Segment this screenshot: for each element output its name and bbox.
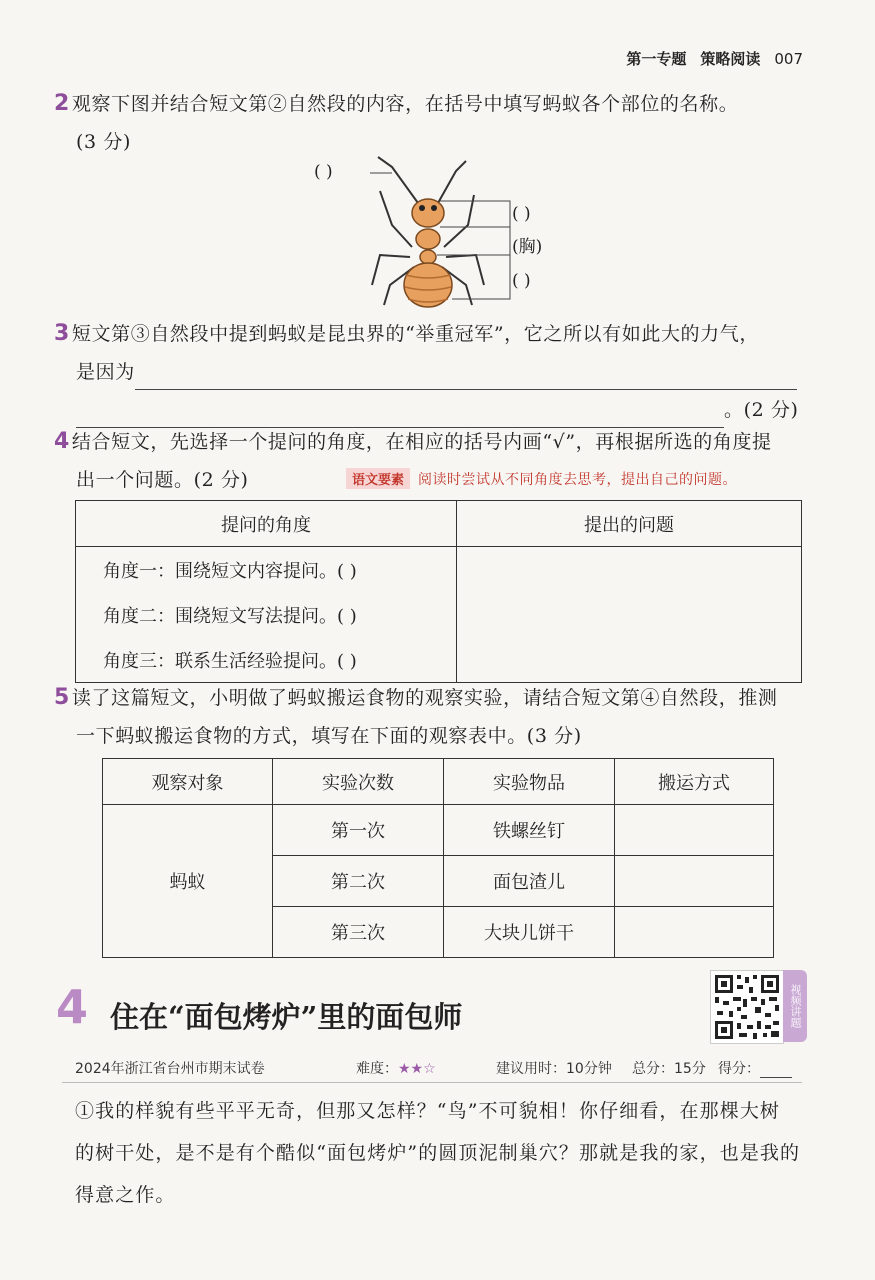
q5-count-cell: 第一次: [273, 805, 444, 856]
label-top-left: ( ): [314, 162, 333, 182]
q2-text: 观察下图并结合短文第②自然段的内容，在括号中填写蚂蚁各个部位的名称。: [71, 93, 739, 115]
q4-line2: 出一个问题。(2 分): [76, 469, 249, 491]
exam-info-bar: [75, 1058, 265, 1078]
q4-table-header: 提问的角度: [76, 501, 457, 547]
q5-prompt: [54, 680, 778, 716]
passage-paragraph-1: [75, 1090, 800, 1216]
star-filled-icon: ★★: [398, 1061, 424, 1077]
q4-table-header: 提出的问题: [457, 501, 802, 547]
q5-count-cell: 第二次: [273, 856, 444, 907]
ant-antenna-left: [378, 157, 418, 203]
score-label: 得分：: [718, 1061, 760, 1077]
q5-subject-cell: 蚂蚁: [103, 805, 273, 958]
q5-table-header: 实验次数: [273, 759, 444, 805]
q2-number: 2: [54, 91, 70, 116]
q3-line2-prefix: 是因为: [76, 361, 135, 383]
suggested-time: 建议用时：10分钟: [496, 1061, 612, 1077]
q3-prompt: [54, 316, 759, 352]
q5-line2: 一下蚂蚁搬运食物的方式，填写在下面的观察表中。(3 分): [76, 725, 582, 747]
label-head: ( ): [512, 204, 531, 224]
passage-line: ①我的样貌有些平平无奇，但那又怎样？“鸟”不可貌相！你仔细看，在那棵大树: [75, 1100, 781, 1122]
q4-tip: [346, 468, 737, 489]
q4-angle-row[interactable]: 角度一：围绕短文内容提问。( ): [76, 547, 457, 593]
passage-line: 的树干处，是不是有个酷似“面包烤炉”的圆顶泥制巢穴？那就是我的家，也是我的: [75, 1142, 801, 1164]
bracket-thorax: [437, 227, 510, 255]
score-field: [718, 1058, 792, 1078]
q2-score: (3 分): [76, 131, 131, 153]
total-score: 总分：15分: [632, 1061, 706, 1077]
q2-prompt: [54, 86, 738, 122]
tip-tag: 语文要素: [346, 468, 410, 489]
q3-number: 3: [54, 321, 70, 346]
q5-item-cell: 面包渣儿: [444, 856, 615, 907]
star-empty-icon: ☆: [423, 1061, 436, 1077]
difficulty: [356, 1058, 436, 1078]
label-thorax: (胸): [512, 237, 543, 257]
q5-count-cell: 第三次: [273, 907, 444, 958]
ant-thorax-front: [416, 229, 440, 249]
q4-table: [75, 500, 802, 683]
q3-line3-suffix: 。(2 分): [724, 399, 799, 421]
q4-angle-row[interactable]: 角度二：围绕短文写法提问。( ): [76, 592, 457, 637]
ant-thorax-waist: [420, 250, 436, 264]
difficulty-label: 难度：: [356, 1061, 398, 1077]
ant-antenna-right: [438, 161, 466, 203]
page-number: 007: [774, 50, 803, 68]
q5-method-answer-cell[interactable]: [615, 856, 774, 907]
q4-prompt: [54, 424, 772, 460]
tip-text: 阅读时尝试从不同角度去思考，提出自己的问题。: [418, 472, 738, 488]
topic-label: 策略阅读: [700, 50, 761, 68]
q3-line3: [76, 392, 799, 428]
divider: [62, 1082, 802, 1083]
q5-method-answer-cell[interactable]: [615, 907, 774, 958]
q5-table-header: 搬运方式: [615, 759, 774, 805]
q5-table-header: 实验物品: [444, 759, 615, 805]
ant-eye: [419, 205, 425, 211]
bracket-head: [440, 201, 510, 227]
video-explain-tag[interactable]: 视频讲题: [783, 970, 807, 1042]
q5-line1: 读了这篇短文，小明做了蚂蚁搬运食物的观察实验，请结合短文第④自然段，推测: [71, 687, 778, 709]
q5-table: [102, 758, 774, 958]
section-label: 第一专题: [626, 50, 687, 68]
ant-eye: [431, 205, 437, 211]
label-abdomen: ( ): [512, 271, 531, 291]
q4-angle-row[interactable]: 角度三：联系生活经验提问。( ): [76, 637, 457, 683]
ant-leg: [380, 191, 412, 247]
qr-code-icon[interactable]: [710, 970, 784, 1044]
page-header: [626, 48, 803, 69]
q4-line1: 结合短文，先选择一个提问的角度，在相应的括号内画“√”，再根据所选的角度提: [71, 431, 772, 453]
q4-number: 4: [54, 429, 70, 454]
exam-source: 2024年浙江省台州市期末试卷: [75, 1061, 265, 1077]
q3-answer-blank-1[interactable]: [135, 367, 797, 390]
ant-head: [412, 199, 444, 227]
q4-question-answer-cell[interactable]: [457, 547, 802, 683]
q5-item-cell: 铁螺丝钉: [444, 805, 615, 856]
score-blank[interactable]: [760, 1063, 792, 1078]
q5-number: 5: [54, 685, 70, 710]
lesson-number: 4: [56, 980, 89, 1034]
q5-item-cell: 大块儿饼干: [444, 907, 615, 958]
passage-line: 得意之作。: [75, 1184, 176, 1206]
q5-table-header: 观察对象: [103, 759, 273, 805]
ant-leg: [444, 195, 474, 247]
q5-method-answer-cell[interactable]: [615, 805, 774, 856]
lesson-title: 住在“面包烤炉”里的面包师: [110, 1000, 463, 1034]
q3-line2: [76, 354, 797, 390]
q3-line1: 短文第③自然段中提到蚂蚁是昆虫界的“举重冠军”，它之所以有如此大的力气，: [71, 323, 759, 345]
